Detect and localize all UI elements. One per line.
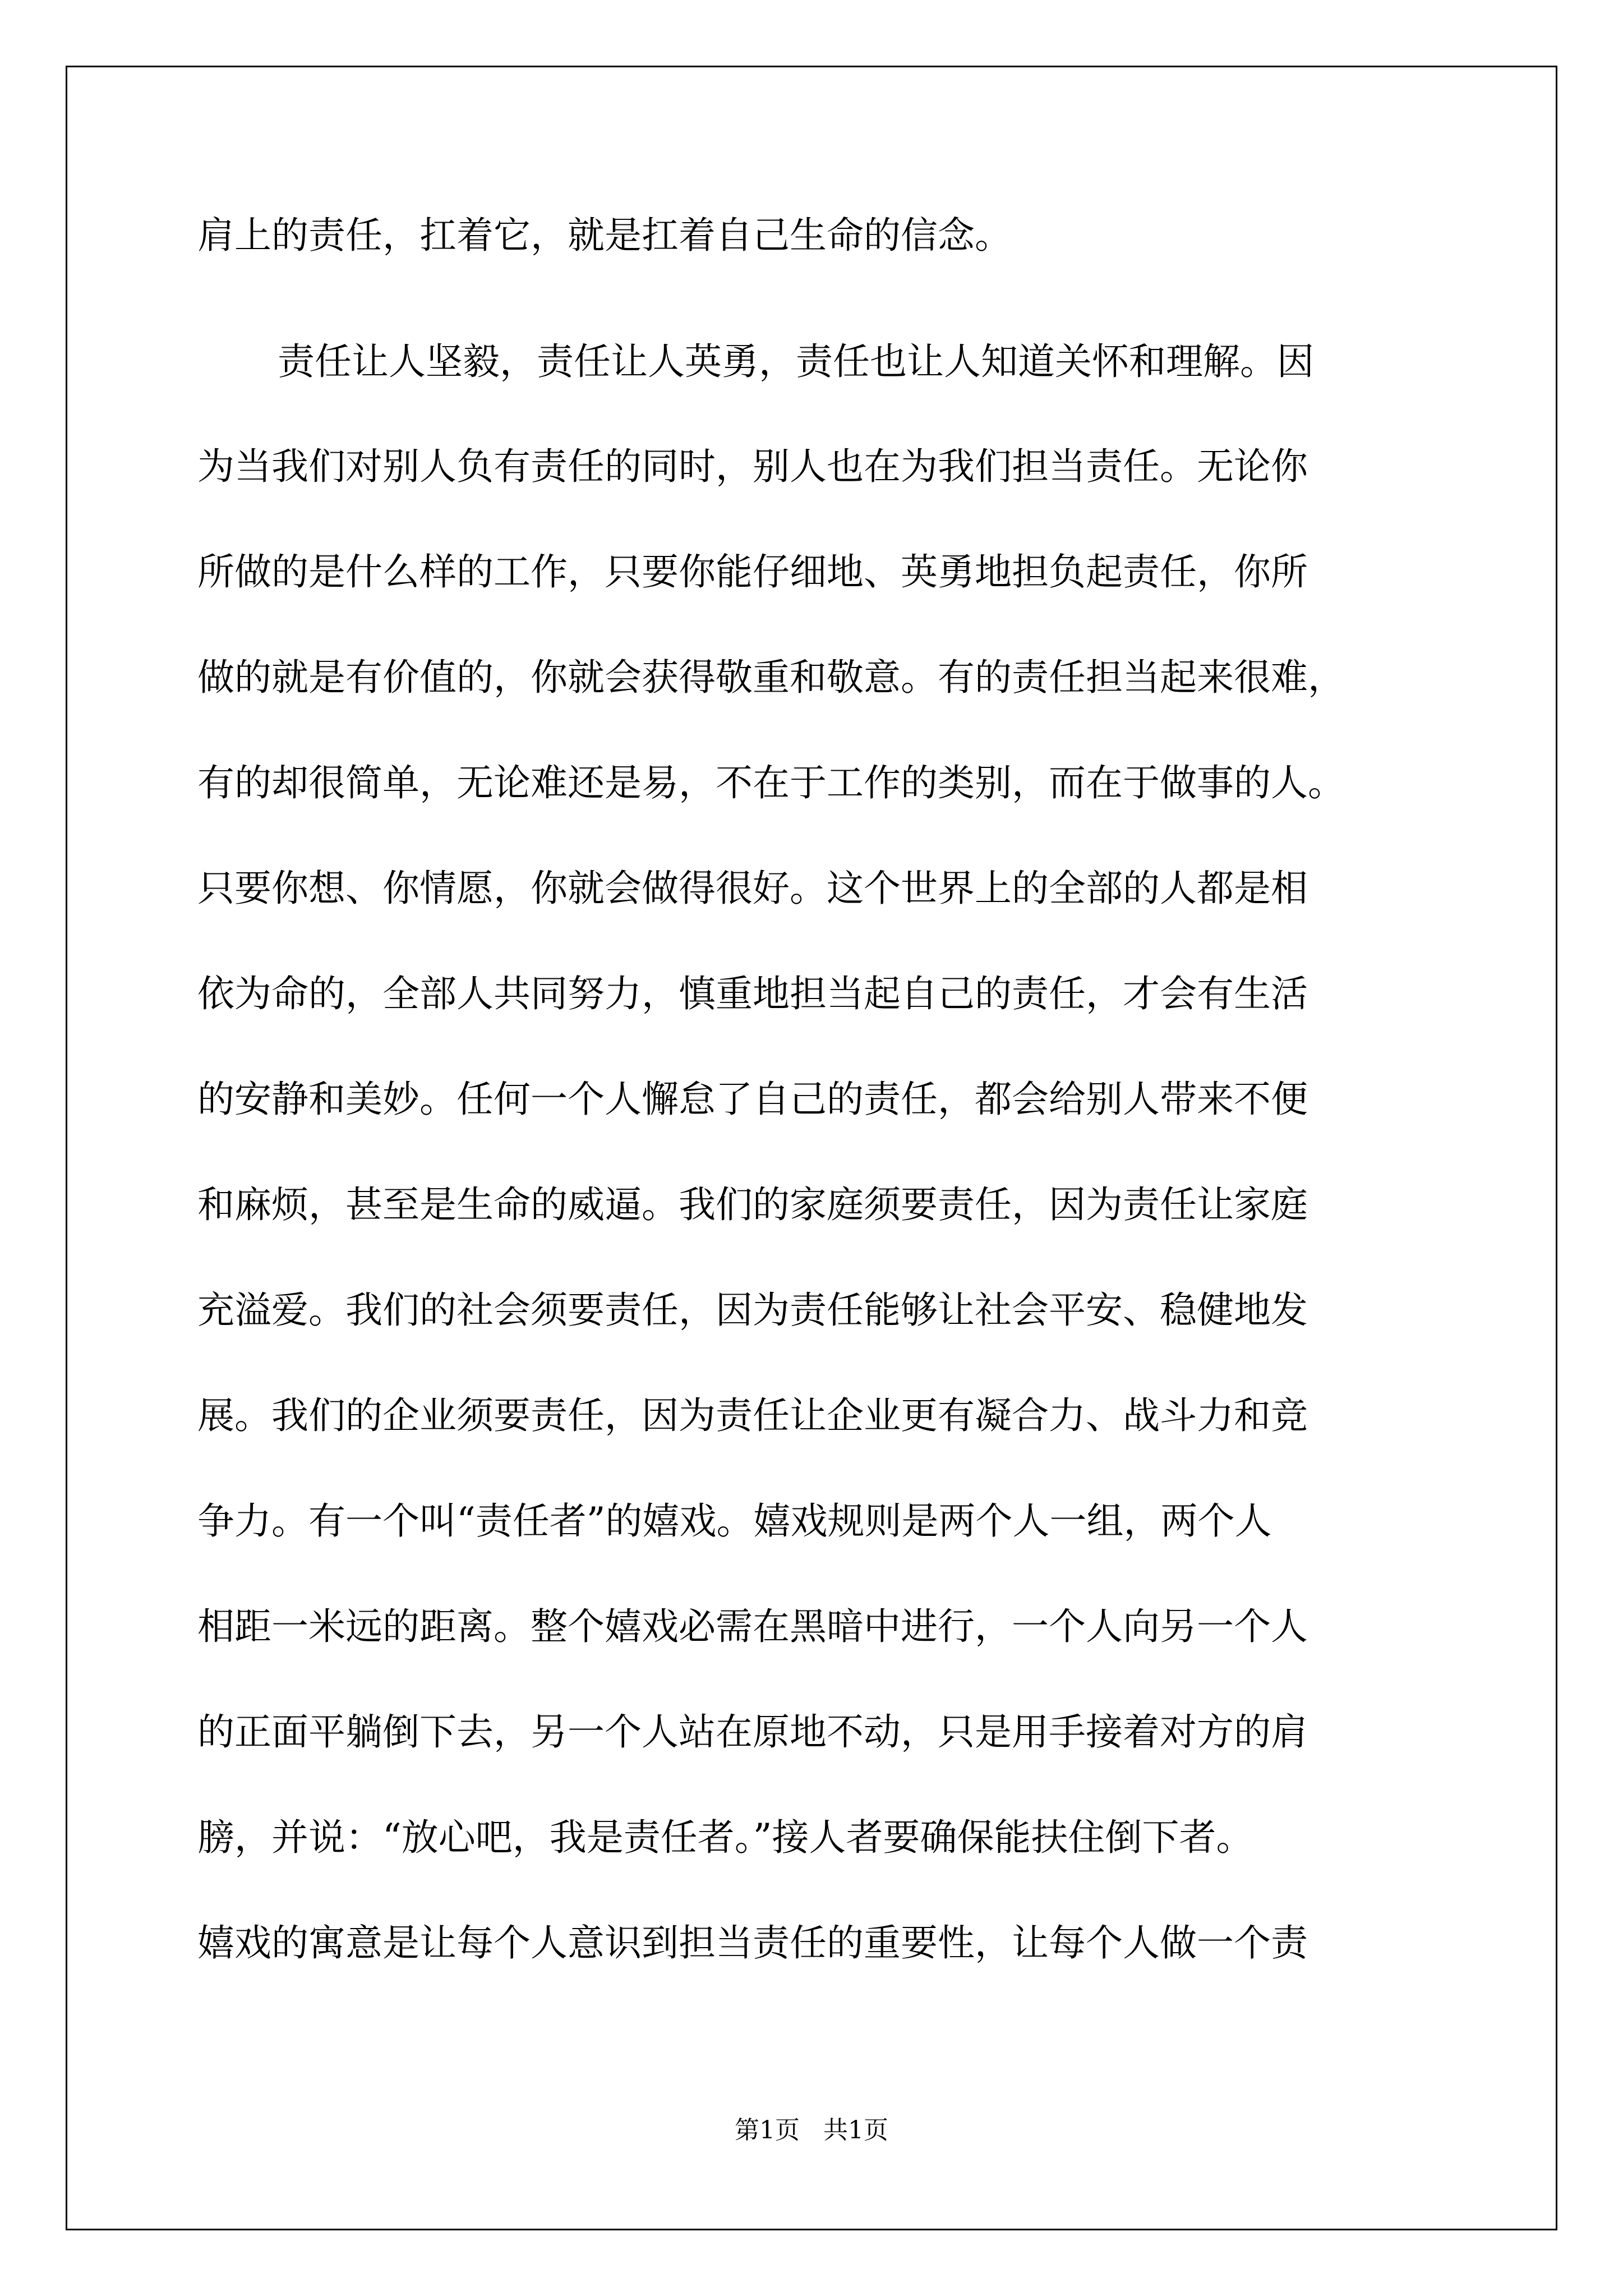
paragraph-line-12: 展。我们的企业须要责任，因为责任让企业更有凝合力、战斗力和竞 (197, 1394, 1308, 1437)
paragraph-line-17: 嬉戏的寓意是让每个人意识到担当责任的重要性，让每个人做一个责 (197, 1921, 1308, 1964)
paragraph-line-8: 依为命的，全部人共同努力，慎重地担当起自己的责任，才会有生活 (197, 972, 1308, 1015)
paragraph-line-1: 肩上的责任，扛着它，就是扛着自己生命的信念。 (197, 214, 1012, 257)
paragraph-line-4: 所做的是什么样的工作，只要你能仔细地、英勇地担负起责任，你所 (197, 550, 1308, 593)
paragraph-line-11: 充溢爱。我们的社会须要责任，因为责任能够让社会平安、稳健地发 (197, 1289, 1308, 1332)
paragraph-line-14: 相距一米远的距离。整个嬉戏必需在黑暗中进行，一个人向另一个人 (197, 1605, 1308, 1648)
paragraph-line-15: 的正面平躺倒下去，另一个人站在原地不动，只是用手接着对方的肩 (197, 1710, 1308, 1754)
paragraph-line-16: 膀，并说：“放心吧，我是责任者。”接人者要确保能扶住倒下者。 (197, 1816, 1253, 1859)
paragraph-line-10: 和麻烦，甚至是生命的威逼。我们的家庭须要责任，因为责任让家庭 (197, 1183, 1308, 1226)
page-number-footer: 第1页 共1页 (735, 2116, 888, 2145)
page-border (66, 66, 1557, 2230)
paragraph-line-5: 做的就是有价值的，你就会获得敬重和敬意。有的责任担当起来很难， (197, 656, 1345, 699)
paragraph-line-2: 责任让人坚毅，责任让人英勇，责任也让人知道关怀和理解。因 (278, 340, 1314, 383)
paragraph-line-9: 的安静和美妙。任何一个人懈怠了自己的责任，都会给别人带来不便 (197, 1078, 1308, 1121)
paragraph-line-6: 有的却很简单，无论难还是易，不在于工作的类别，而在于做事的人。 (197, 761, 1345, 804)
paragraph-line-7: 只要你想、你情愿，你就会做得很好。这个世界上的全部的人都是相 (197, 867, 1308, 910)
paragraph-line-3: 为当我们对别人负有责任的同时，别人也在为我们担当责任。无论你 (197, 445, 1308, 488)
paragraph-line-13: 争力。有一个叫“责任者”的嬉戏。嬉戏规则是两个人一组，两个人 (197, 1499, 1272, 1543)
